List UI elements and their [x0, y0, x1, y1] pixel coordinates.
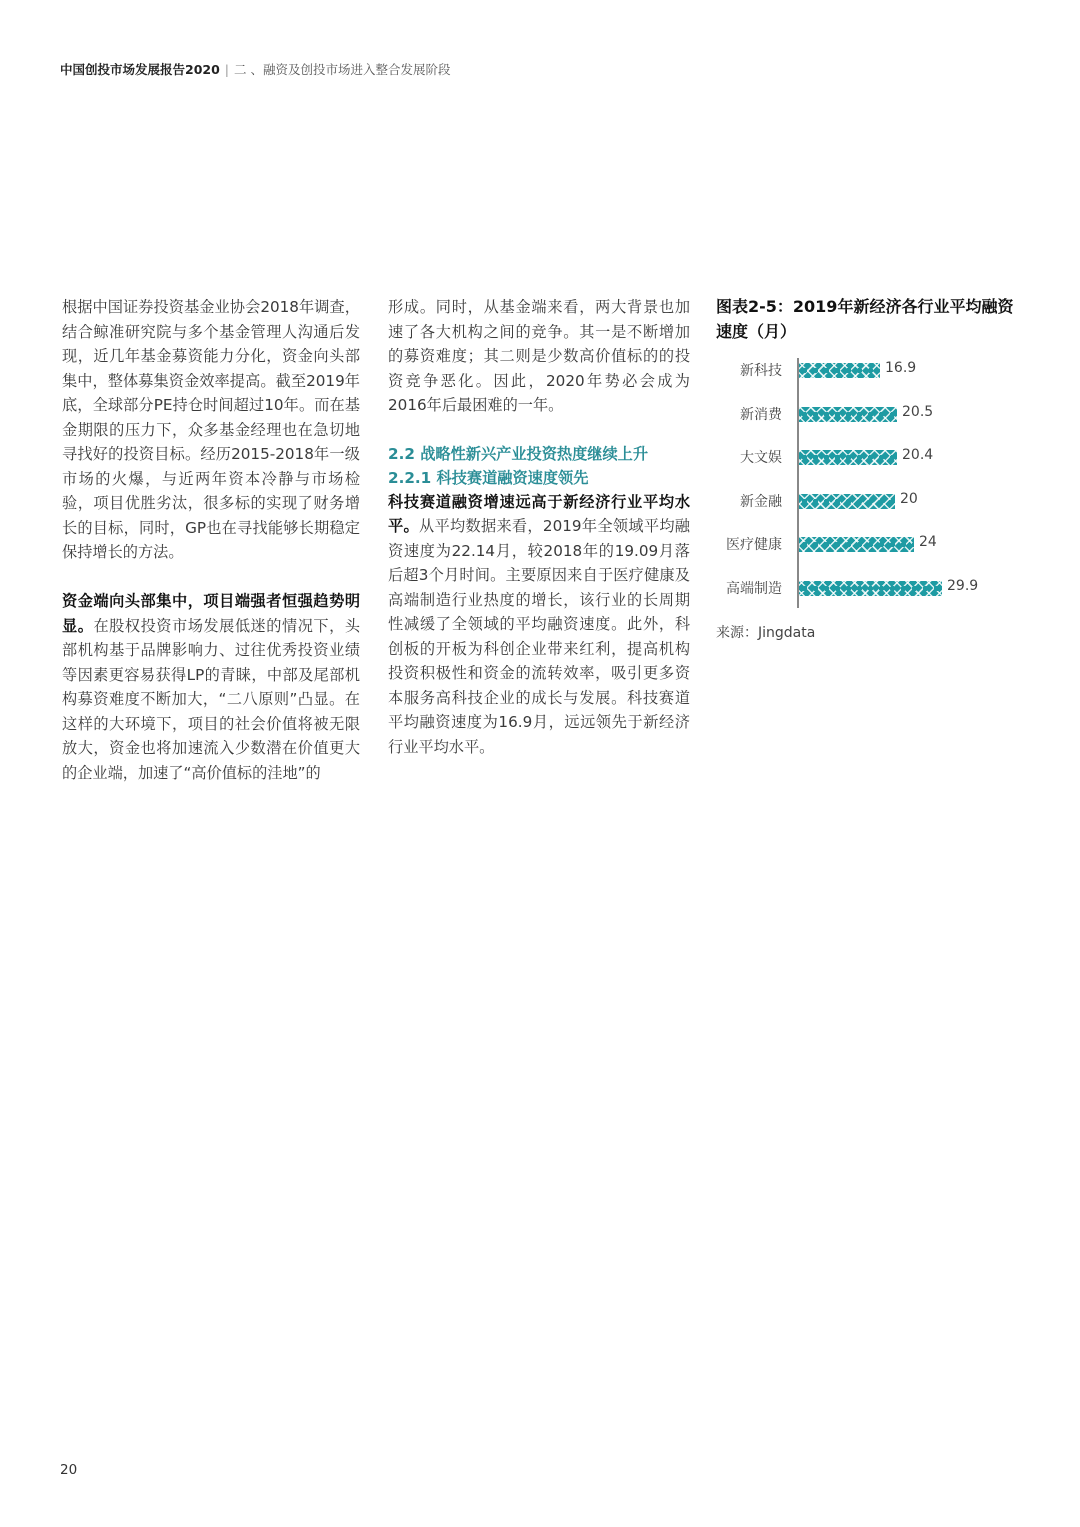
bar-value-label: 20.4	[902, 447, 934, 463]
bar	[799, 537, 914, 552]
bar-category-label: 新金融	[740, 493, 782, 510]
paragraph: 形成。同时，从基金端来看，两大背景也加速了各大机构之间的竞争。其一是不断增加的募资难度；其二则是少数高价值标的的投资竞争恶化。因此，2020年势必会成为2016年后最困难的一年。	[388, 298, 690, 414]
bar-row	[716, 489, 1016, 511]
bar	[799, 363, 880, 378]
text-column-middle	[388, 295, 690, 759]
chart-axis	[797, 358, 799, 608]
bar-category-label: 大文娱	[740, 450, 782, 466]
bar	[799, 581, 942, 596]
paragraph	[388, 490, 690, 760]
figure-source: 来源：Jingdata	[716, 625, 816, 641]
bar-value-label: 16.9	[885, 360, 917, 376]
bar-value-label: 20	[900, 490, 918, 507]
subsection-heading: 2.2.1 科技赛道融资速度领先	[388, 468, 589, 487]
bar-category-label: 新消费	[740, 406, 782, 423]
section-name: 二 、融资及创投市场进入整合发展阶段	[234, 62, 451, 77]
running-header	[60, 60, 451, 78]
bar-value-label: 29.9	[947, 577, 979, 594]
paragraph: 根据中国证券投资基金业协会2018年调查，结合鲸准研究院与多个基金管理人沟通后发现，近几年基金募资能力分化，资金向头部集中，整体募集资金效率提高。截至2019年底，全球部分PE持仓时间超过10年。而在基金期限的压力下，众多基金经理也在急切地寻找好的投资目标。经历2015-2018年一级市场的火爆，与近两年资本冷静与市场检验，项目优胜劣汰，很多标的实现了财务增长的目标，同时，GP也在寻找能够长期稳定保持增长的方法。	[62, 298, 360, 561]
figure	[716, 294, 1016, 641]
page-number: 20	[60, 1462, 78, 1478]
bar	[799, 407, 897, 422]
bar-category-label: 高端制造	[726, 580, 782, 597]
bar-value-label: 24	[919, 534, 937, 550]
bar-row	[716, 576, 1016, 598]
paragraph-body: 在股权投资市场发展低迷的情况下，头部机构基于品牌影响力、过往优秀投资业绩等因素更容易获得LP的青睐，中部及尾部机构募资难度不断加大，“二八原则”凸显。在这样的大环境下，项目的社会价值将被无限放大，资金也将加速流入少数潜在价值更大的企业端，加速了“高价值标的洼地”的	[62, 616, 361, 782]
bar-row	[716, 402, 1016, 424]
paragraph	[62, 589, 360, 785]
bar-row	[716, 358, 1016, 380]
paragraph-lead: 科技赛道融资增速远高于新经济行业平均水平。	[388, 492, 690, 535]
bar-value-label: 20.5	[902, 403, 934, 420]
paragraph-body: 从平均数据来看，2019年全领域平均融资速度为22.14月，较2018年的19.09月落后超3个月时间。主要原因来自于医疗健康及高端制造行业热度的增长，该行业的长周期性减缓了全领域的平均融资速度。此外，科创板的开板为科创企业带来红利，提高机构投资积极性和资金的流转效率，吸引更多资本服务高科技企业的成长与发展。科技赛道平均融资速度为16.9月，远远领先于新经济行业平均水平。	[388, 517, 690, 756]
bar	[799, 450, 897, 465]
bar-row	[716, 445, 1016, 467]
bar-chart	[716, 358, 1016, 618]
figure-title: 图表2-5：2019年新经济各行业平均融资速度（月）	[716, 297, 1014, 341]
bar-category-label: 新科技	[740, 363, 782, 379]
paragraph-lead: 资金端向头部集中，项目端强者恒强趋势明显。	[62, 592, 360, 635]
bar-row	[716, 532, 1016, 554]
bar-category-label: 医疗健康	[726, 537, 782, 553]
bar	[799, 494, 895, 509]
report-title: 中国创投市场发展报告2020	[60, 62, 220, 77]
header-separator: |	[224, 62, 230, 77]
text-column-left	[62, 295, 360, 785]
section-heading: 2.2 战略性新兴产业投资热度继续上升	[388, 444, 649, 463]
